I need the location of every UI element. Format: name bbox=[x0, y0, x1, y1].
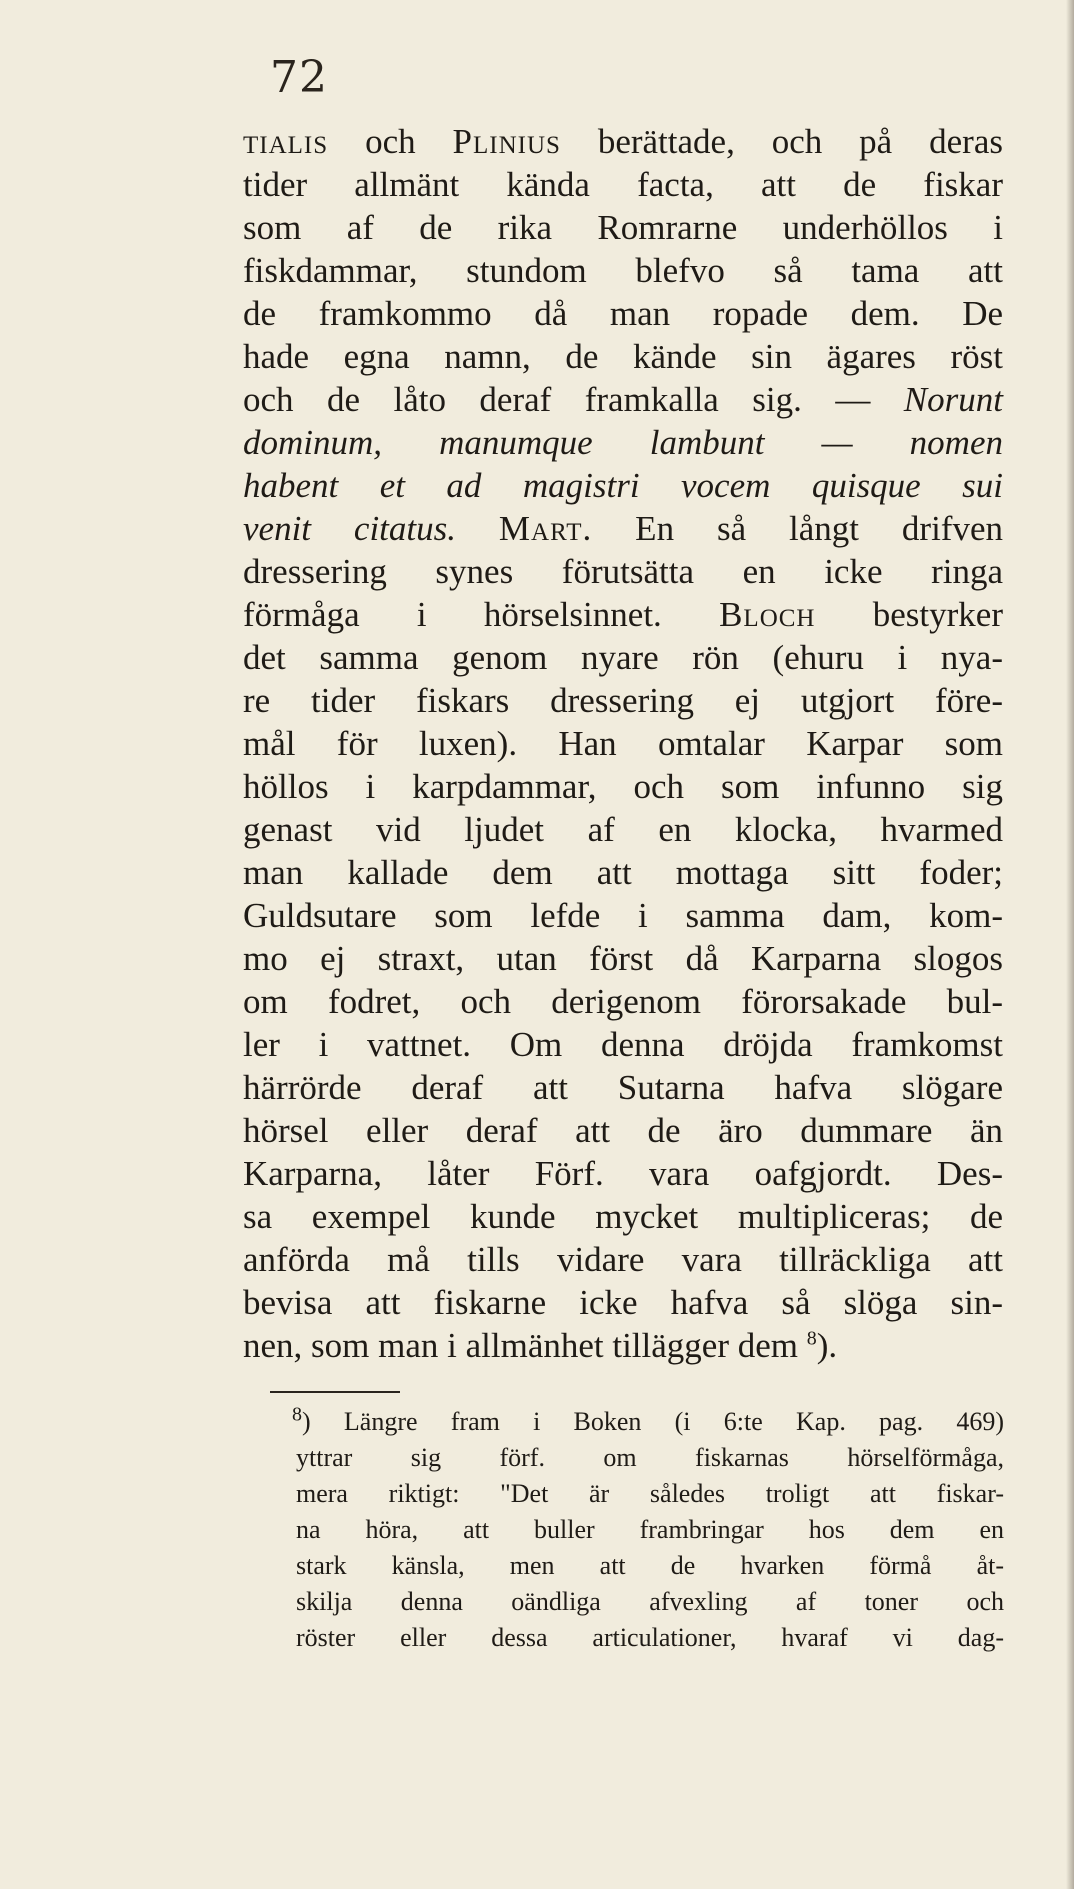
text-run: man kallade dem att mottaga sitt foder; bbox=[243, 853, 1003, 892]
text-run: re tider fiskars dressering ej utgjort före- bbox=[243, 681, 1003, 720]
text-run: Karparna, låter Förf. vara oafgjordt. Des- bbox=[243, 1154, 1003, 1193]
text-run: skilja denna oändliga afvexling af toner och bbox=[296, 1587, 1004, 1616]
latin-quote-text: habent et ad magistri vocem quisque sui bbox=[243, 466, 1003, 505]
text-run: de framkommo då man ropade dem. De bbox=[243, 294, 1003, 333]
main-text-block bbox=[243, 120, 1003, 1367]
footnote-line bbox=[296, 1584, 1004, 1620]
text-run: Guldsutare som lefde i samma dam, kom- bbox=[243, 896, 1003, 935]
latin-quote-text: Norunt bbox=[903, 380, 1003, 419]
author-name: Plinius bbox=[452, 122, 561, 161]
text-run: yttrar sig förf. om fiskarnas hörselförmåga, bbox=[296, 1443, 1004, 1472]
text-run: En så långt drifven bbox=[592, 509, 1003, 548]
text-run: om fodret, och derigenom förorsakade bul- bbox=[243, 982, 1003, 1021]
text-run: härrörde deraf att Sutarna hafva slögare bbox=[243, 1068, 1003, 1107]
text-run: nen, som man i allmänhet tillägger dem bbox=[243, 1326, 807, 1365]
footnote-marker: 8 bbox=[292, 1403, 302, 1426]
body-text-line bbox=[243, 292, 1003, 335]
author-name: Mart. bbox=[498, 509, 593, 548]
body-text-line bbox=[243, 593, 1003, 636]
body-text-line bbox=[243, 894, 1003, 937]
footnote-line bbox=[296, 1476, 1004, 1512]
body-text-line bbox=[243, 980, 1003, 1023]
latin-quote-text: dominum, manumque lambunt — nomen bbox=[243, 423, 1003, 462]
body-text-line bbox=[243, 765, 1003, 808]
text-run: mera riktigt: "Det är således troligt att fiskar- bbox=[296, 1479, 1004, 1508]
page-number: 72 bbox=[270, 52, 328, 103]
author-name: Bloch bbox=[719, 595, 816, 634]
body-text-line bbox=[243, 421, 1003, 464]
text-run: genast vid ljudet af en klocka, hvarmed bbox=[243, 810, 1003, 849]
body-text-line bbox=[243, 163, 1003, 206]
text-run: bestyrker bbox=[815, 595, 1003, 634]
footnote-separator-rule bbox=[270, 1391, 400, 1393]
text-run: bevisa att fiskarne icke hafva så slöga sin- bbox=[243, 1283, 1003, 1322]
text-run: stark känsla, men att de hvarken förmå åt- bbox=[296, 1551, 1004, 1580]
body-text-line bbox=[243, 206, 1003, 249]
body-text-line bbox=[243, 1109, 1003, 1152]
text-run: fiskdammar, stundom blefvo så tama att bbox=[243, 251, 1003, 290]
body-text-line bbox=[243, 1023, 1003, 1066]
text-run bbox=[456, 509, 499, 548]
text-run: ) Längre fram i Boken (i 6:te Kap. pag. 469) bbox=[302, 1407, 1004, 1436]
body-text-line bbox=[243, 120, 1003, 163]
footnote-line bbox=[296, 1620, 1004, 1656]
text-run: det samma genom nyare rön (ehuru i nya- bbox=[243, 638, 1003, 677]
footnote-line bbox=[296, 1440, 1004, 1476]
text-run: hörsel eller deraf att de äro dummare än bbox=[243, 1111, 1003, 1150]
text-run: och bbox=[328, 122, 453, 161]
footnote-marker: 8 bbox=[806, 1327, 817, 1350]
text-run: hade egna namn, de kände sin ägares röst bbox=[243, 337, 1003, 376]
text-run: mo ej straxt, utan först då Karparna slogos bbox=[243, 939, 1003, 978]
footnote-line bbox=[296, 1512, 1004, 1548]
text-run: mål för luxen). Han omtalar Karpar som bbox=[243, 724, 1003, 763]
body-text-line bbox=[243, 335, 1003, 378]
text-run: ). bbox=[816, 1326, 838, 1365]
text-run: tider allmänt kända facta, att de fiskar bbox=[243, 165, 1003, 204]
page-edge-shadow bbox=[1066, 0, 1074, 1889]
text-run: höllos i karpdammar, och som infunno sig bbox=[243, 767, 1003, 806]
text-run: sa exempel kunde mycket multipliceras; de bbox=[243, 1197, 1003, 1236]
text-run: och de låto deraf framkalla sig. — bbox=[243, 380, 904, 419]
body-text-line bbox=[243, 1066, 1003, 1109]
text-run: som af de rika Romrarne underhöllos i bbox=[243, 208, 1003, 247]
text-run: röster eller dessa articulationer, hvaraf vi dag- bbox=[296, 1623, 1004, 1652]
footnote-block bbox=[292, 1403, 1004, 1656]
body-text-line bbox=[243, 550, 1003, 593]
text-run: anförda må tills vidare vara tillräckliga att bbox=[243, 1240, 1003, 1279]
body-text-line bbox=[243, 808, 1003, 851]
body-text-line bbox=[243, 1324, 1003, 1367]
body-text-line bbox=[243, 507, 1003, 550]
text-run: ler i vattnet. Om denna dröjda framkomst bbox=[243, 1025, 1003, 1064]
author-name: tialis bbox=[243, 122, 329, 161]
body-text-line bbox=[243, 378, 1003, 421]
body-text-line bbox=[243, 1238, 1003, 1281]
body-text-line bbox=[243, 249, 1003, 292]
body-text-line bbox=[243, 1152, 1003, 1195]
latin-quote-text: venit citatus. bbox=[243, 509, 456, 548]
body-text-line bbox=[243, 937, 1003, 980]
body-text-line bbox=[243, 679, 1003, 722]
body-text-line bbox=[243, 722, 1003, 765]
body-text-line bbox=[243, 464, 1003, 507]
text-run: na höra, att buller frambringar hos dem en bbox=[296, 1515, 1004, 1544]
footnote-line bbox=[296, 1548, 1004, 1584]
body-text-line bbox=[243, 636, 1003, 679]
body-text-line bbox=[243, 1195, 1003, 1238]
body-text-line bbox=[243, 1281, 1003, 1324]
text-run: dressering synes förutsätta en icke ringa bbox=[243, 552, 1003, 591]
body-text-line bbox=[243, 851, 1003, 894]
text-run: berättade, och på deras bbox=[560, 122, 1003, 161]
footnote-line bbox=[292, 1404, 1004, 1440]
text-run: förmåga i hörselsinnet. bbox=[243, 595, 720, 634]
